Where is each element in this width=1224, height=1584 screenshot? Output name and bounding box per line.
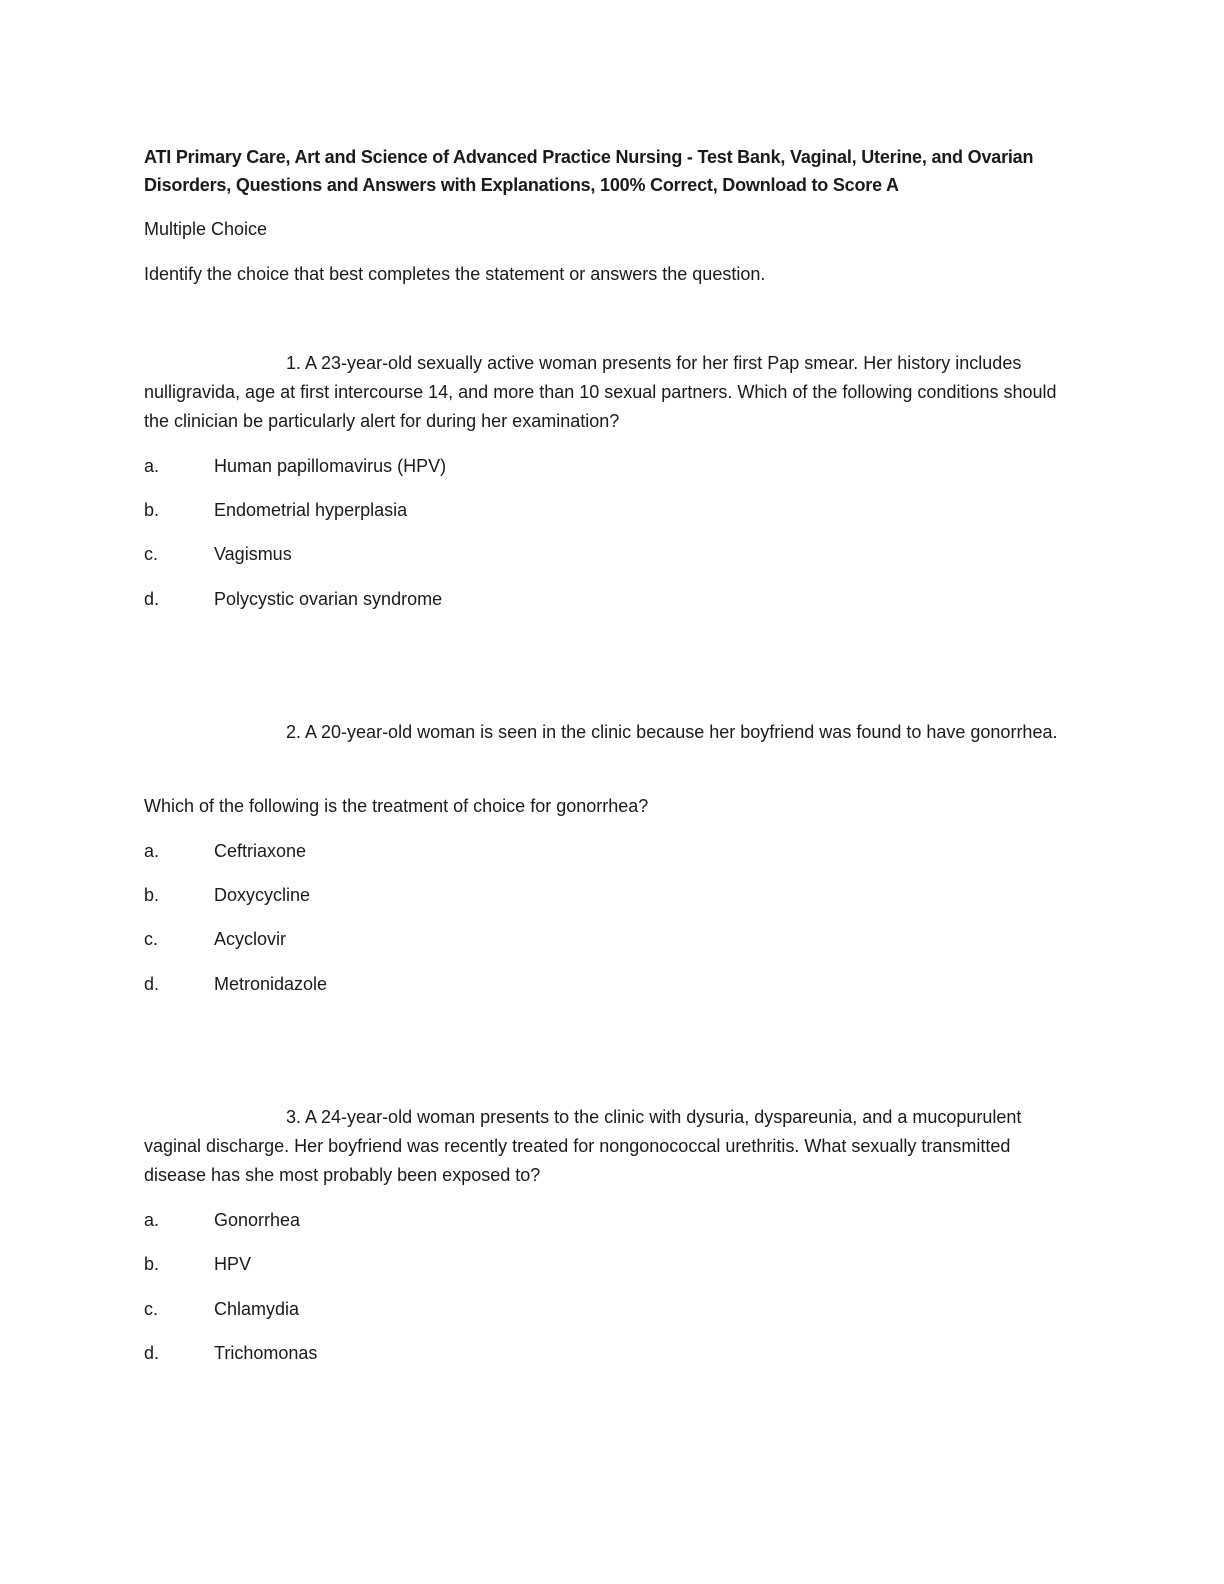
option-text: Metronidazole <box>214 974 328 994</box>
option-letter: c. <box>144 1299 159 1319</box>
option-text: Polycystic ovarian syndrome <box>214 589 443 609</box>
question-1-option-c <box>144 540 292 568</box>
question-1-option-a <box>144 452 446 480</box>
question-3-option-c <box>144 1295 299 1323</box>
option-letter: a. <box>144 841 160 861</box>
question-2-option-d <box>144 970 327 998</box>
option-text: Doxycycline <box>214 885 311 905</box>
option-letter: a. <box>144 1210 160 1230</box>
question-2-option-a <box>144 837 306 865</box>
question-2-option-b <box>144 881 310 909</box>
question-3-stem: 3. A 24-year-old woman presents to the clinic with dysuria, dyspareunia, and a mucopurulent vaginal discharge. Her boyfriend was recently treated for nongonococcal urethritis. What sexually transmitted disease has she most probably been exposed to? <box>144 1107 1022 1185</box>
option-text: Gonorrhea <box>214 1210 301 1230</box>
document-title: ATI Primary Care, Art and Science of Advanced Practice Nursing - Test Bank, Vaginal, Uterine, and Ovarian Disorders, Questions and Answers with Explanations, 100% Correct, Download to Score A <box>144 147 1034 195</box>
option-letter: c. <box>144 929 159 949</box>
option-text: HPV <box>214 1254 252 1274</box>
option-text: Acyclovir <box>214 929 287 949</box>
option-text: Ceftriaxone <box>214 841 307 861</box>
question-1-option-d <box>144 585 442 613</box>
option-letter: a. <box>144 456 160 476</box>
option-letter: c. <box>144 544 159 564</box>
question-2-option-c <box>144 925 286 953</box>
question-1-option-b <box>144 496 407 524</box>
option-text: Chlamydia <box>214 1299 300 1319</box>
question-3-option-d <box>144 1339 317 1367</box>
option-letter: d. <box>144 1343 160 1363</box>
option-text: Trichomonas <box>214 1343 318 1363</box>
question-1-stem: 1. A 23-year-old sexually active woman presents for her first Pap smear. Her history includes nulligravida, age at first intercourse 14, and more than 10 sexual partners. Which of the following conditions should the clinician be particularly alert for during her examination? <box>144 353 1057 431</box>
option-text: Human papillomavirus (HPV) <box>214 456 447 476</box>
option-letter: b. <box>144 885 160 905</box>
question-3-option-b <box>144 1250 251 1278</box>
option-letter: b. <box>144 500 160 520</box>
question-2-followup: Which of the following is the treatment of choice for gonorrhea? <box>144 796 649 816</box>
question-2-stem: 2. A 20-year-old woman is seen in the clinic because her boyfriend was found to have gonorrhea. <box>286 722 1058 742</box>
option-letter: b. <box>144 1254 160 1274</box>
instructions-text: Identify the choice that best completes the statement or answers the question. <box>144 264 766 284</box>
option-letter: d. <box>144 589 160 609</box>
option-text: Endometrial hyperplasia <box>214 500 408 520</box>
section-heading: Multiple Choice <box>144 219 268 239</box>
option-text: Vagismus <box>214 544 292 564</box>
option-letter: d. <box>144 974 160 994</box>
question-3-option-a <box>144 1206 300 1234</box>
